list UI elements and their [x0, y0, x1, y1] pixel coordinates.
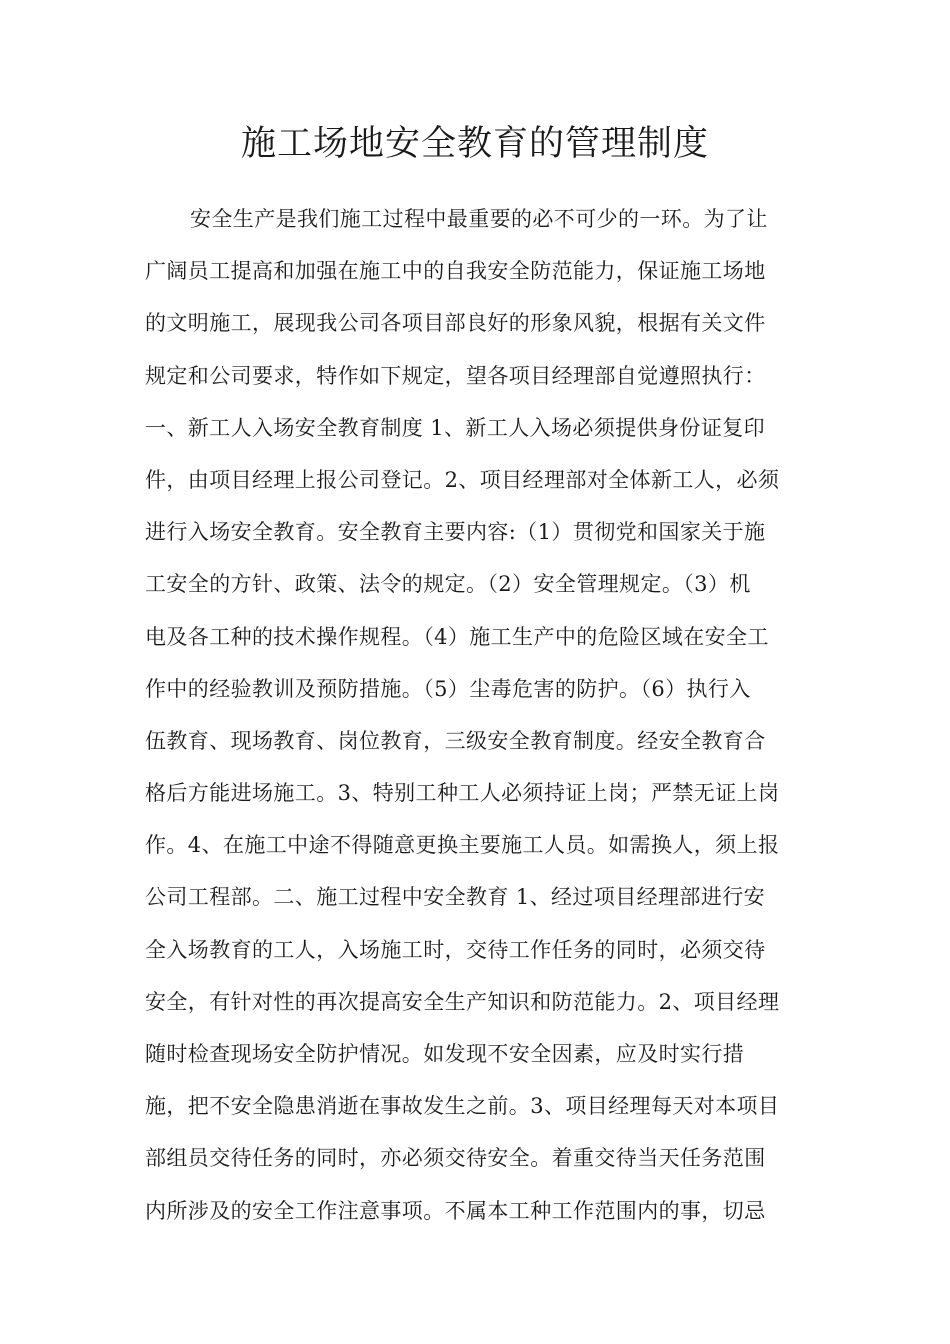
paragraph-line: 伍教育、现场教育、岗位教育，三级安全教育制度。经安全教育合 — [145, 728, 766, 753]
paragraph-line: 公司工程部。二、施工过程中安全教育 1、经过项目经理部进行安 — [145, 885, 766, 910]
paragraph-line: 电及各工种的技术操作规程。（4）施工生产中的危险区域在安全工 — [145, 624, 769, 649]
paragraph-line: 格后方能进场施工。3、特别工种工人必须持证上岗；严禁无证上岗 — [145, 781, 780, 806]
paragraph-line: 全入场教育的工人，入场施工时，交待工作任务的同时，必须交待 — [145, 937, 766, 962]
paragraph-line: 作。4、在施工中途不得随意更换主要施工人员。如需换人，须上报 — [145, 833, 780, 858]
document-title: 施工场地安全教育的管理制度 — [240, 124, 709, 164]
paragraph-line: 进行入场安全教育。安全教育主要内容:（1）贯彻党和国家关于施 — [145, 520, 766, 545]
paragraph-line: 的文明施工，展现我公司各项目部良好的形象风貌，根据有关文件 — [145, 311, 766, 336]
paragraph-line: 作中的经验教训及预防措施。（5）尘毒危害的防护。（6）执行入 — [145, 676, 751, 701]
paragraph-line: 随时检查现场安全防护情况。如发现不安全因素，应及时实行措 — [145, 1042, 745, 1066]
paragraph-line: 一、新工人入场安全教育制度 1、新工人入场必须提供身份证复印 — [145, 415, 766, 440]
paragraph-line: 安全生产是我们施工过程中最重要的必不可少的一环。为了让 — [190, 207, 768, 231]
document-body — [145, 193, 815, 1237]
paragraph-line: 部组员交待任务的同时，亦必须交待安全。着重交待当天任务范围 — [145, 1146, 766, 1171]
paragraph-line: 规定和公司要求，特作如下规定，望各项目经理部自觉遵照执行： — [145, 363, 766, 388]
paragraph-line: 安全，有针对性的再次提高安全生产知识和防范能力。2、项目经理 — [145, 989, 780, 1014]
paragraph-line: 施，把不安全隐患消逝在事故发生之前。3、项目经理每天对本项目 — [145, 1094, 780, 1119]
paragraph-line: 内所涉及的安全工作注意事项。不属本工种工作范围内的事，切忌 — [145, 1198, 766, 1223]
paragraph-line: 广阔员工提高和加强在施工中的自我安全防范能力，保证施工场地 — [145, 259, 766, 284]
paragraph-line: 件，由项目经理上报公司登记。2、项目经理部对全体新工人，必须 — [145, 467, 780, 492]
paragraph-line: 工安全的方针、政策、法令的规定。（2）安全管理规定。（3）机 — [145, 572, 751, 597]
